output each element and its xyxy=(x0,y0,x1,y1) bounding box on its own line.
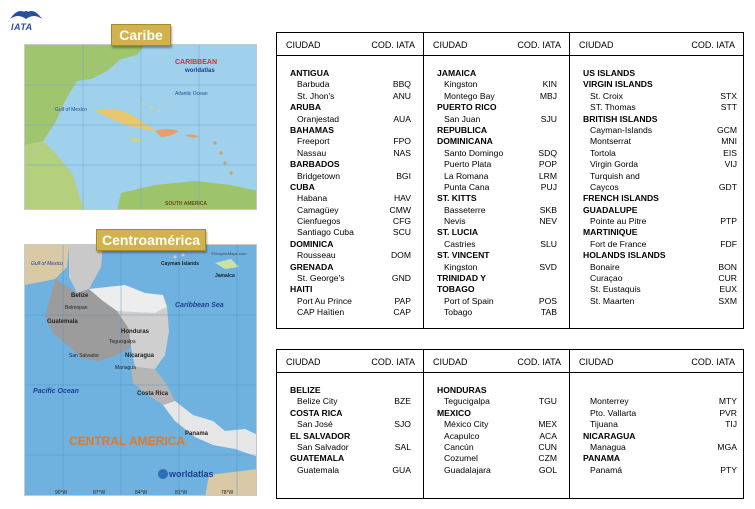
table-row xyxy=(424,91,569,102)
city-name: St. Croix xyxy=(590,90,623,101)
city-name: Monterrey xyxy=(590,396,629,407)
table-row xyxy=(424,296,569,307)
iata-code: SAL xyxy=(394,441,411,452)
iata-code: SJO xyxy=(394,419,411,430)
table-row xyxy=(570,465,743,476)
map-label-gulf: Gulf of Mexico xyxy=(55,107,87,113)
header-city: CIUDAD xyxy=(579,357,614,367)
map-label-managua: Managua xyxy=(115,365,136,371)
table-row xyxy=(277,296,423,307)
iata-code: PAP xyxy=(394,295,411,306)
table-row xyxy=(277,216,423,227)
table-row xyxy=(277,227,423,238)
map-label-guatemala: Guatemala xyxy=(47,319,78,325)
table-row xyxy=(570,408,743,419)
table-column xyxy=(423,33,569,328)
country-heading: BELIZE xyxy=(290,385,321,395)
table-row xyxy=(277,307,423,318)
iata-code: MBJ xyxy=(539,90,557,101)
city-name: Cienfuegos xyxy=(297,216,341,227)
country-heading: VIRGIN ISLANDS xyxy=(583,79,653,90)
country-heading: NICARAGUA xyxy=(583,430,636,441)
map-label-belmopan: Belmopan xyxy=(65,305,88,311)
header-city: CIUDAD xyxy=(433,357,468,367)
table-row xyxy=(424,465,569,476)
city-name: Tegucigalpa xyxy=(444,396,490,407)
iata-code: HAV xyxy=(393,193,411,204)
map-axis-tick-2: 87°W xyxy=(93,490,106,496)
city-name: Oranjestad xyxy=(297,113,340,124)
table-header xyxy=(570,350,743,373)
iata-code: CFG xyxy=(392,216,411,227)
iata-code: CUR xyxy=(718,273,737,284)
iata-code: CZM xyxy=(538,453,557,464)
table-row xyxy=(424,114,569,125)
country-heading: CUBA xyxy=(290,181,315,192)
country-heading: HOLANDS ISLANDS xyxy=(583,250,666,261)
table-row xyxy=(277,419,423,430)
iata-code: PTP xyxy=(720,216,737,227)
iata-code: NEV xyxy=(539,216,557,227)
iata-code: ANU xyxy=(392,90,411,101)
map-label-honduras: Honduras xyxy=(121,329,150,335)
iata-code: SDQ xyxy=(538,147,557,158)
city-name: Santiago Cuba xyxy=(297,227,354,238)
table-row xyxy=(424,419,569,430)
city-name: Freeport xyxy=(297,136,330,147)
city-name: Kingston xyxy=(444,261,478,272)
iata-code: POP xyxy=(538,159,557,170)
header-iata: COD. IATA xyxy=(691,40,735,50)
city-name: CAP Haïtien xyxy=(297,307,345,318)
iata-code: SLU xyxy=(540,238,557,249)
table-row xyxy=(570,396,743,407)
table-row xyxy=(570,125,743,136)
iata-code: GND xyxy=(391,273,411,284)
city-name: Virgin Gorda xyxy=(590,159,639,170)
table-row xyxy=(570,262,743,273)
iata-code: ACA xyxy=(539,430,557,441)
iata-code: BBQ xyxy=(392,79,411,90)
table-row xyxy=(277,273,423,284)
header-iata: COD. IATA xyxy=(517,40,561,50)
city-name: Tijuana xyxy=(590,419,618,430)
table-header xyxy=(424,350,569,373)
city-name: Cozumel xyxy=(444,453,478,464)
country-heading: DOMINICA xyxy=(290,238,334,249)
city-name: Belize City xyxy=(297,396,338,407)
country-heading: REPUBLICA xyxy=(437,124,488,135)
table-header xyxy=(424,33,569,56)
table-row xyxy=(570,148,743,159)
table-column xyxy=(277,33,423,328)
country-heading: ST. KITTS xyxy=(437,193,477,204)
city-name: Puerto Plata xyxy=(444,159,492,170)
table-row xyxy=(277,250,423,261)
iata-code: SCU xyxy=(392,227,411,238)
iata-code: STT xyxy=(720,102,737,113)
city-name: Port Au Prince xyxy=(297,295,352,306)
city-name: Nassau xyxy=(297,147,327,158)
map-label-credit: ©GraphicMaps.com xyxy=(211,251,247,256)
central-america-iata-table xyxy=(276,349,744,499)
table-row xyxy=(424,442,569,453)
country-heading: ARUBA xyxy=(290,102,322,113)
country-heading: PUERTO RICO xyxy=(437,102,497,113)
city-name: Castries xyxy=(444,238,476,249)
city-name: Cayman-Islands xyxy=(590,124,653,135)
city-name: Tobago xyxy=(444,307,473,318)
map-label-cayman: Cayman Islands xyxy=(161,261,200,267)
iata-code: MGA xyxy=(717,441,737,452)
country-heading: DOMINICANA xyxy=(437,136,493,147)
city-name: ST. Thomas xyxy=(590,102,636,113)
city-name: Montego Bay xyxy=(444,90,495,101)
city-name: Guadalajara xyxy=(444,464,491,475)
city-name: Habana xyxy=(297,193,328,204)
table-row xyxy=(570,442,743,453)
header-city: CIUDAD xyxy=(579,40,614,50)
country-heading: HAITI xyxy=(290,284,313,295)
map-label-tegucigalpa: Tegucigalpa xyxy=(109,339,136,345)
country-heading: US ISLANDS xyxy=(583,68,636,78)
city-name: San Salvador xyxy=(297,441,349,452)
city-name: Kingston xyxy=(444,79,478,90)
city-name: Managua xyxy=(590,441,626,452)
iata-code: TIJ xyxy=(725,419,737,430)
iata-code: BZE xyxy=(394,396,411,407)
map-label-panama: Panama xyxy=(185,431,209,437)
iata-code: SJU xyxy=(540,113,557,124)
country-heading: GUATEMALA xyxy=(290,453,345,464)
table-row xyxy=(277,79,423,90)
table-row xyxy=(277,148,423,159)
city-name: Guatemala xyxy=(297,464,340,475)
table-row xyxy=(277,136,423,147)
table-row xyxy=(424,148,569,159)
table-row xyxy=(277,442,423,453)
header-city: CIUDAD xyxy=(433,40,468,50)
city-name: Pointe au Pitre xyxy=(590,216,647,227)
city-name: Rousseau xyxy=(297,250,336,261)
logo-text: IATA xyxy=(11,22,33,32)
city-name: Pto. Vallarta xyxy=(590,407,637,418)
country-heading: PANAMA xyxy=(583,453,621,464)
table-row xyxy=(570,296,743,307)
country-heading: TRINIDAD Y xyxy=(437,273,487,284)
map-axis-tick-3: 84°W xyxy=(135,490,148,496)
table-header xyxy=(570,33,743,56)
table-row xyxy=(570,159,743,170)
iata-code: DOM xyxy=(390,250,411,261)
iata-code: TGU xyxy=(538,396,557,407)
map-label-pacific: Pacific Ocean xyxy=(33,388,79,395)
country-heading: JAMAICA xyxy=(437,68,477,78)
iata-code: KIN xyxy=(542,79,557,90)
map-label-jamaica: Jamaica xyxy=(215,273,235,279)
city-name: Barbuda xyxy=(297,79,330,90)
table-row xyxy=(424,159,569,170)
iata-code: BON xyxy=(718,261,737,272)
country-heading: ANTIGUA xyxy=(290,68,330,78)
iata-code: STX xyxy=(720,90,737,101)
iata-code: GDT xyxy=(718,181,737,192)
table-row xyxy=(570,419,743,430)
table-column xyxy=(277,350,423,498)
iata-code: PVR xyxy=(719,407,737,418)
country-heading: FRENCH ISLANDS xyxy=(583,193,659,204)
country-heading: MEXICO xyxy=(437,407,471,418)
iata-code: GUA xyxy=(392,464,411,475)
map-axis-tick-5: 78°W xyxy=(221,490,234,496)
iata-code: MTY xyxy=(718,396,737,407)
map-label-costa-rica: Costa Rica xyxy=(137,391,169,397)
central-america-map xyxy=(24,244,257,496)
city-name: Montserrat xyxy=(590,136,632,147)
table-header xyxy=(277,33,423,56)
country-heading: BRITISH ISLANDS xyxy=(583,113,658,124)
iata-code: EIS xyxy=(723,147,737,158)
header-iata: COD. IATA xyxy=(691,357,735,367)
city-name: Nevis xyxy=(444,216,466,227)
caribbean-iata-table xyxy=(276,32,744,329)
city-name: Acapulco xyxy=(444,430,480,441)
table-row xyxy=(277,91,423,102)
city-name: Basseterre xyxy=(444,204,486,215)
city-name: Curaçao xyxy=(590,273,623,284)
city-name: Bonaire xyxy=(590,261,620,272)
map-label-central-america: CENTRAL AMERICA xyxy=(69,434,185,448)
table-row xyxy=(570,136,743,147)
table-row xyxy=(570,91,743,102)
table-row xyxy=(424,396,569,407)
map-axis-tick-1: 90°W xyxy=(55,490,68,496)
iata-code: GOL xyxy=(538,464,557,475)
city-name: Bridgetown xyxy=(297,170,340,181)
city-name: Turquish and xyxy=(590,170,640,181)
caribbean-banner: Caribe xyxy=(111,24,171,46)
spacer-row xyxy=(570,385,743,396)
city-name: San Juan xyxy=(444,113,481,124)
city-name: Camagüey xyxy=(297,204,339,215)
iata-code: AUA xyxy=(393,113,411,124)
city-name: México City xyxy=(444,419,489,430)
iata-code: FDF xyxy=(720,238,737,249)
map-label-caribbean: CARIBBEAN xyxy=(175,59,217,66)
iata-code: CUN xyxy=(538,441,557,452)
map-label-gulf-of-mexico: Gulf of Mexico xyxy=(31,261,63,267)
table-column xyxy=(569,350,743,498)
iata-code: BGI xyxy=(396,170,411,181)
country-heading: HONDURAS xyxy=(437,385,487,395)
table-row xyxy=(424,431,569,442)
table-column xyxy=(423,350,569,498)
table-row xyxy=(570,273,743,284)
iata-code: PTY xyxy=(720,464,737,475)
country-heading: MARTINIQUE xyxy=(583,227,638,238)
map-label-belize: Belize xyxy=(71,293,89,299)
iata-code: FPO xyxy=(393,136,411,147)
table-row xyxy=(424,171,569,182)
table-row xyxy=(277,396,423,407)
city-name: San José xyxy=(297,419,333,430)
header-city: CIUDAD xyxy=(286,357,321,367)
iata-code: NAS xyxy=(393,147,411,158)
table-row xyxy=(277,465,423,476)
city-name: St. Jhon's xyxy=(297,90,335,101)
country-heading: BAHAMAS xyxy=(290,124,334,135)
central-america-banner: Centroamérica xyxy=(96,229,206,251)
iata-code: MNI xyxy=(721,136,737,147)
table-row xyxy=(424,182,569,193)
iata-code: MEX xyxy=(538,419,557,430)
table-row xyxy=(277,114,423,125)
table-row xyxy=(424,205,569,216)
city-name-continued: Caycos xyxy=(590,181,619,192)
table-row xyxy=(570,171,743,194)
table-row xyxy=(424,453,569,464)
country-heading: ST. LUCIA xyxy=(437,227,479,238)
iata-code: SXM xyxy=(718,295,737,306)
map-label-worldatlas-centro: worldatlas xyxy=(169,469,214,479)
table-row xyxy=(277,205,423,216)
city-name: Punta Cana xyxy=(444,181,490,192)
header-iata: COD. IATA xyxy=(371,40,415,50)
iata-code: SVD xyxy=(539,261,557,272)
iata-code: TAB xyxy=(540,307,557,318)
iata-code: SKB xyxy=(539,204,557,215)
map-axis-tick-4: 81°W xyxy=(175,490,188,496)
table-row xyxy=(424,239,569,250)
country-heading: GRENADA xyxy=(290,261,334,272)
city-name: Fort de France xyxy=(590,238,647,249)
header-iata: COD. IATA xyxy=(371,357,415,367)
map-label-atlantic: Atlantic Ocean xyxy=(175,91,208,97)
table-row xyxy=(570,239,743,250)
iata-code: VIJ xyxy=(724,159,737,170)
table-row xyxy=(424,307,569,318)
country-heading: EL SALVADOR xyxy=(290,430,351,441)
map-label-south-america: SOUTH AMERICA xyxy=(165,201,208,207)
table-row xyxy=(424,216,569,227)
city-name: La Romana xyxy=(444,170,489,181)
country-heading: BARBADOS xyxy=(290,159,340,170)
country-heading: GUADALUPE xyxy=(583,204,638,215)
table-row xyxy=(424,262,569,273)
iata-code: PUJ xyxy=(540,181,557,192)
city-name: St. George's xyxy=(297,273,345,284)
table-row xyxy=(277,171,423,182)
iata-code: CMW xyxy=(389,204,411,215)
table-row xyxy=(570,216,743,227)
iata-code: LRM xyxy=(538,170,557,181)
country-heading: COSTA RICA xyxy=(290,407,343,418)
iata-code: CAP xyxy=(393,307,411,318)
header-iata: COD. IATA xyxy=(517,357,561,367)
country-heading: ST. VINCENT xyxy=(437,250,490,261)
table-row xyxy=(277,193,423,204)
caribbean-map xyxy=(24,44,257,210)
map-label-caribbean-sea: Caribbean Sea xyxy=(175,302,224,309)
city-name: Tortola xyxy=(590,147,616,158)
iata-logo xyxy=(6,5,46,35)
country-heading: TOBAGO xyxy=(437,284,475,295)
iata-code: GCM xyxy=(716,124,737,135)
map-label-san-salvador: San Salvador xyxy=(69,353,100,359)
iata-code: POS xyxy=(538,295,557,306)
city-name: St. Maarten xyxy=(590,295,635,306)
map-label-worldatlas: worldatlas xyxy=(185,68,215,74)
map-label-nicaragua: Nicaragua xyxy=(125,353,155,359)
city-name: Port of Spain xyxy=(444,295,494,306)
city-name: Panamá xyxy=(590,464,623,475)
table-row xyxy=(570,102,743,113)
city-name: Santo Domingo xyxy=(444,147,504,158)
iata-code: EUX xyxy=(719,284,737,295)
table-column xyxy=(569,33,743,328)
city-name: St. Eustaquis xyxy=(590,284,641,295)
header-city: CIUDAD xyxy=(286,40,321,50)
table-row xyxy=(570,284,743,295)
table-header xyxy=(277,350,423,373)
city-name: Cancún xyxy=(444,441,474,452)
table-row xyxy=(424,79,569,90)
